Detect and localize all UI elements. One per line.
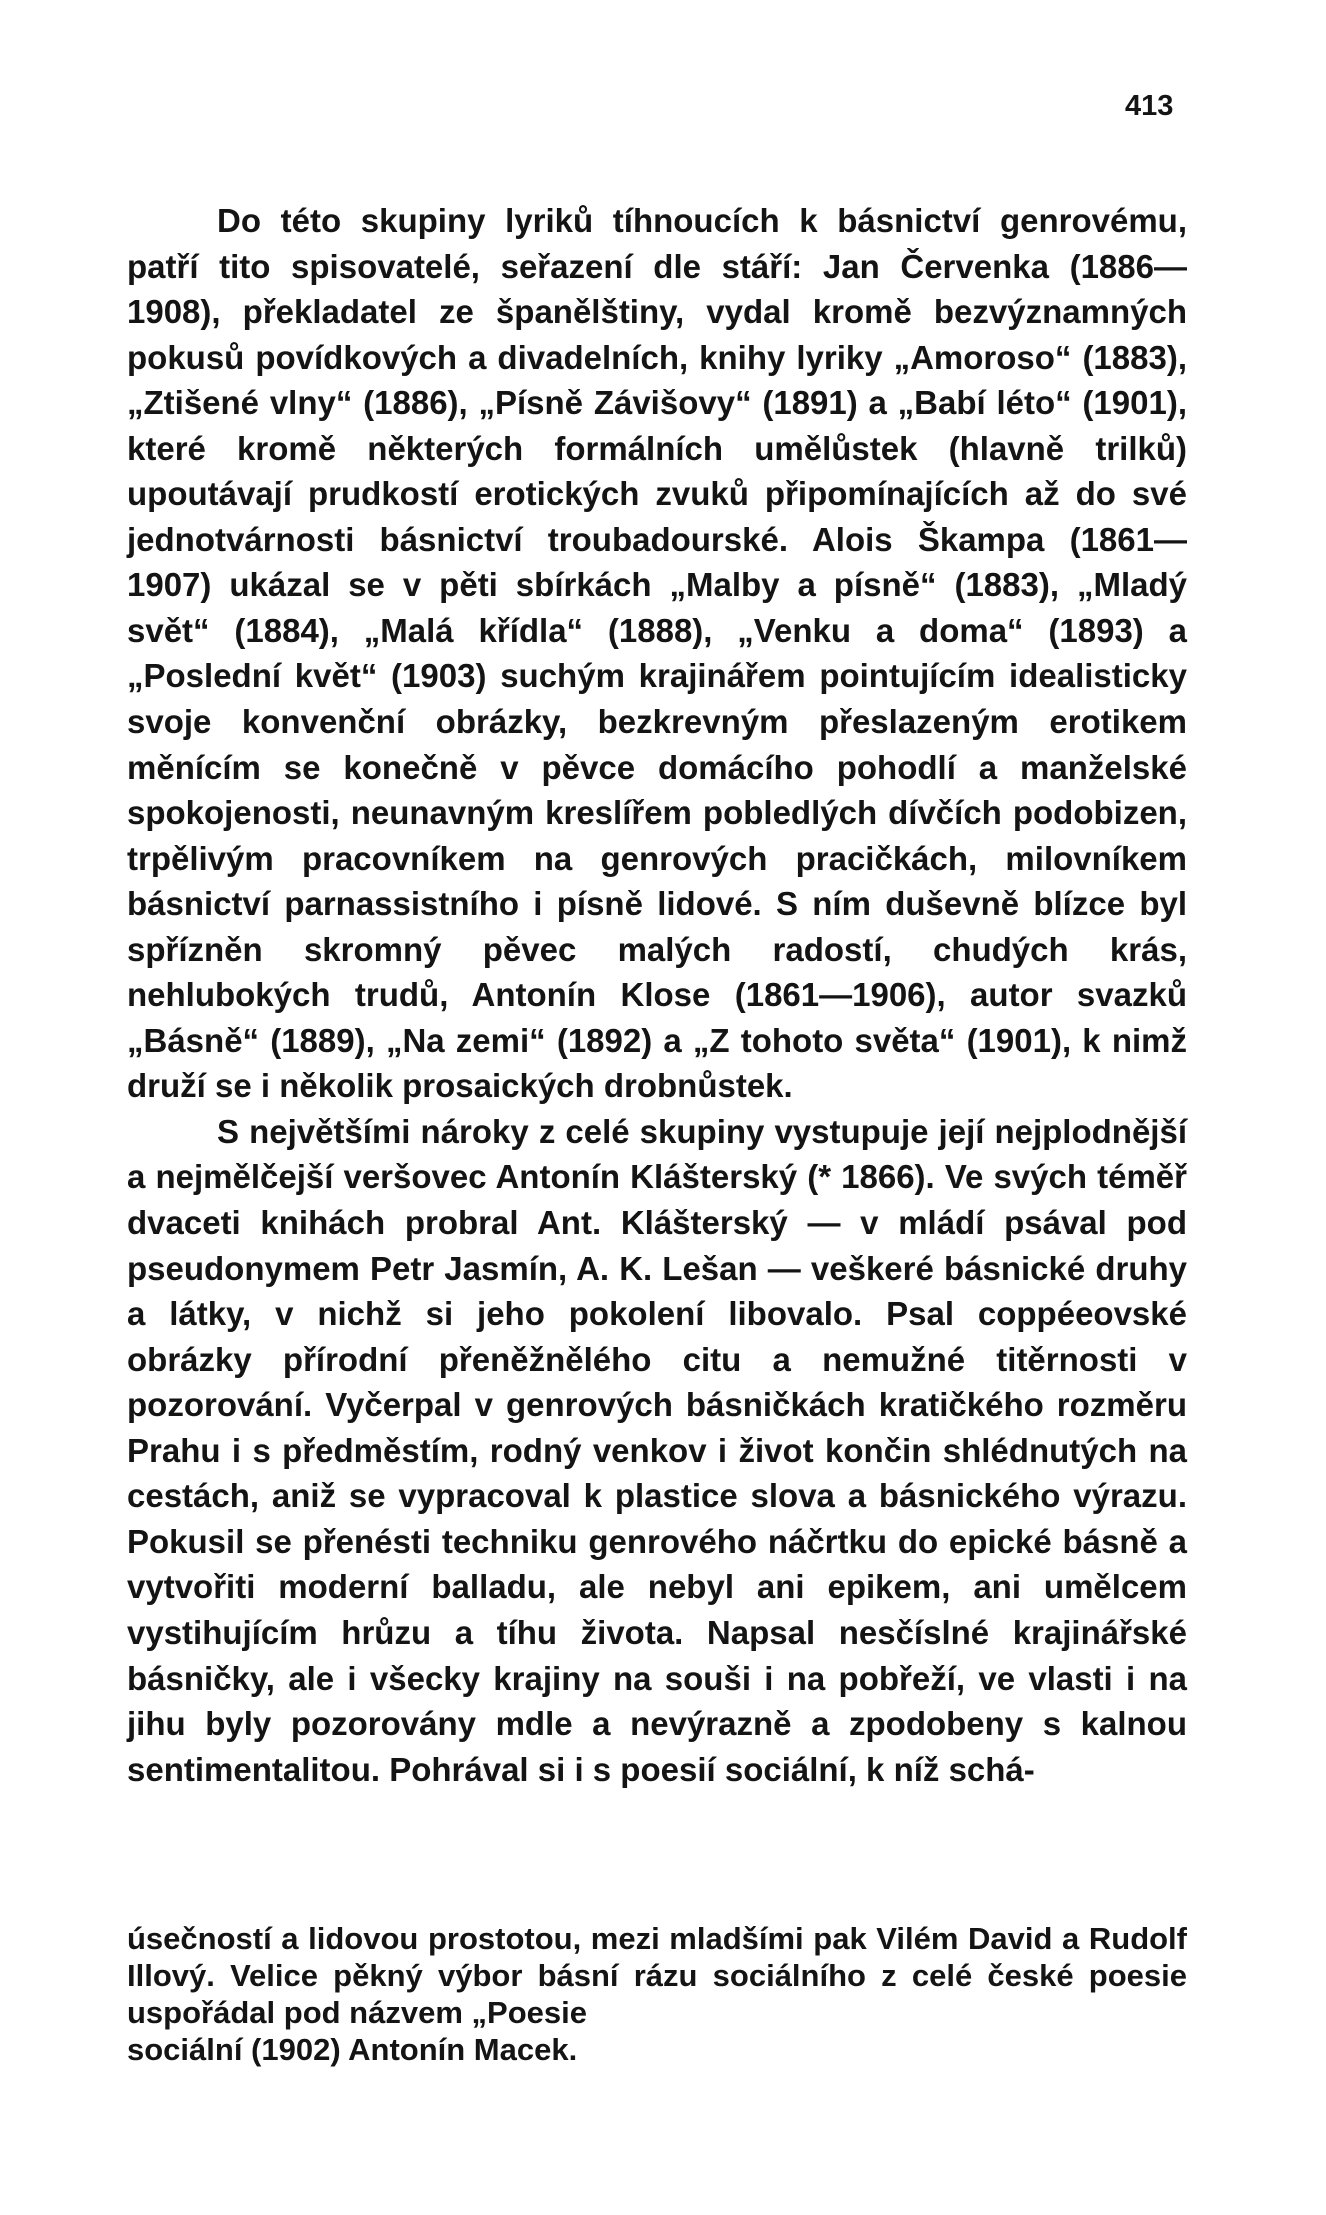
main-text <box>127 198 1187 1792</box>
page-number: 413 <box>1125 90 1174 122</box>
footnote-text: úsečností a lidovou prostotou, mezi mladšími pak Vilém David a Rudolf Illový. Velice pěkný výbor básní rázu sociálního z celé české poesie uspořádal pod názvem „Poesie <box>127 1921 1187 2030</box>
paragraph: Do této skupiny lyriků tíhnoucích k básnictví genrovému, patří tito spisovatelé, seřazení dle stáří: Jan Červenka (1886—1908), překladatel ze španělštiny, vydal kromě bezvýznamných pokusů povídkových a divadelních, knihy lyriky „Amoroso“ (1883), „Ztišené vlny“ (1886), „Písně Závišovy“ (1891) a „Babí léto“ (1901), které kromě některých formálních umělůstek (hlavně trilků) upoutávají prudkostí erotických zvuků připomínajících až do své jednotvárnosti básnictví troubadourské. Alois Škampa (1861—1907) ukázal se v pěti sbírkách „Malby a písně“ (1883), „Mladý svět“ (1884), „Malá křídla“ (1888), „Venku a doma“ (1893) a „Poslední květ“ (1903) suchým krajinářem pointujícím idealisticky svoje konvenční obrázky, bezkrevným přeslazeným erotikem měnícím se konečně v pěvce domácího pohodlí a manželské spokojenosti, neunavným kreslířem pobledlých dívčích podobizen, trpělivým pracovníkem na genrových pracičkách, milovníkem básnictví parnassistního i písně lidové. S ním duševně blízce byl spřízněn skromný pěvec malých radostí, chudých krás, nehlubokých trudů, Antonín Klose (1861—1906), autor svazků „Básně“ (1889), „Na zemi“ (1892) a „Z tohoto světa“ (1901), k nimž druží se i několik prosaických drobnůstek. <box>127 202 1187 1105</box>
footnote-last-line: sociální (1902) Antonín Macek. <box>127 2032 578 2067</box>
paragraph: S největšími nároky z celé skupiny vystupuje její nejplodnější a nejmělčejší veršovec Antonín Klášterský (* 1866). Ve svých téměř dvaceti knihách probral Ant. Klášterský — v mládí psával pod pseudonymem Petr Jasmín, A. K. Lešan — veškeré básnické druhy a látky, v nichž si jeho pokolení libovalo. Psal coppéeovské obrázky přírodní přeněžnělého citu a nemužné titěrnosti v pozorování. Vyčerpal v genrových básničkách kratičkého rozměru Prahu i s předměstím, rodný venkov i život končin shlédnutých na cestách, aniž se vypracoval k plastice slova a básnického výrazu. Pokusil se přenésti techniku genrového náčrtku do epické básně a vytvořiti moderní balladu, ale nebyl ani epikem, ani umělcem vystihujícím hrůzu a tíhu života. Napsal nesčíslné krajinářské básničky, ale i všecky krajiny na souši i na pobřeží, ve vlasti i na jihu byly pozorovány mdle a nevýrazně a zpodobeny s kalnou sentimentalitou. Pohrával si i s poesií sociální, k níž schá- <box>127 1112 1187 1788</box>
footnote <box>127 1920 1187 2068</box>
